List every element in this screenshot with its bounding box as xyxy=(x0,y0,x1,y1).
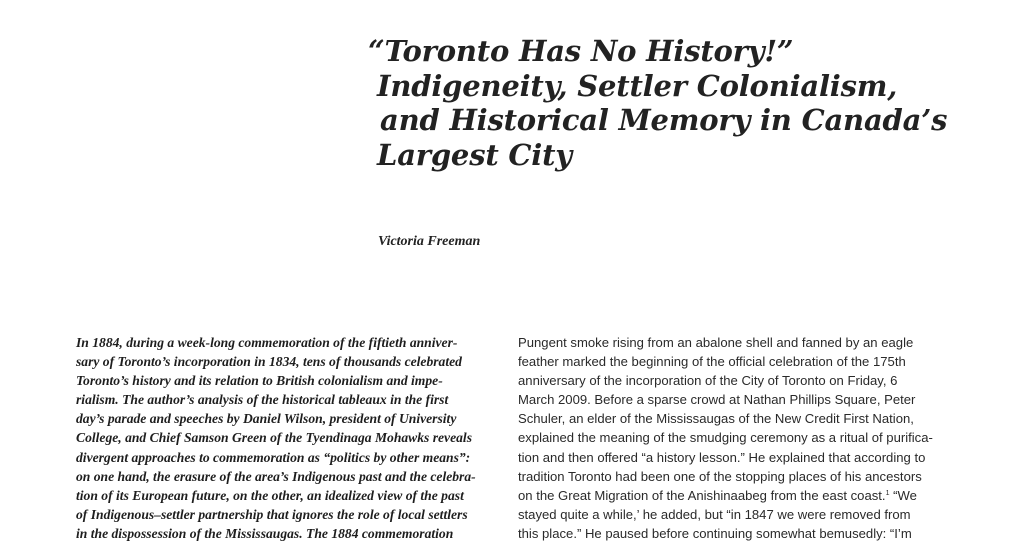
body-line: Pungent smoke rising from an abalone shell and fanned by an eagle xyxy=(518,335,914,350)
body-line: feather marked the beginning of the official celebration of the 175th xyxy=(518,354,906,370)
body-line: stayed quite a while,’ he added, but “in 1847 we were removed from xyxy=(518,506,911,522)
footnote-marker[interactable]: 1 xyxy=(885,489,890,497)
body-line: tradition Toronto had been one of the stopping places of his ancestors xyxy=(518,468,922,484)
abstract-line: tion of its European future, on the other, an idealized view of the past xyxy=(76,487,464,503)
article-title xyxy=(368,34,988,172)
abstract-line: in the dispossession of the Mississaugas. The 1884 commemoration xyxy=(76,525,454,541)
body-line-tail: “We xyxy=(889,487,917,503)
abstract xyxy=(76,333,496,543)
abstract-line: day’s parade and speeches by Daniel Wilson, president of University xyxy=(76,411,457,427)
author-name: Victoria Freeman xyxy=(378,234,481,249)
abstract-line: divergent approaches to commemoration as “politics by other means”: xyxy=(76,449,471,465)
abstract-line: of Indigenous–settler partnership that ignores the role of local settlers xyxy=(76,506,468,522)
body-line: anniversary of the incorporation of the City of Toronto on Friday, 6 xyxy=(518,373,898,389)
body-line-text: on the Great Migration of the Anishinaabeg from the east coast. xyxy=(518,487,886,503)
body-text xyxy=(518,333,938,543)
body-line: March 2009. Before a sparse crowd at Nathan Phillips Square, Peter xyxy=(518,392,916,408)
abstract-line: on one hand, the erasure of the area’s Indigenous past and the celebra- xyxy=(76,468,476,484)
title-line: and Historical Memory in Canada’s xyxy=(380,103,948,137)
title-line: Indigeneity, Settler Colonialism, xyxy=(377,68,898,103)
body-line: this place.” He paused before continuing somewhat bemusedly: “I’m xyxy=(518,525,912,541)
title-line: “Toronto Has No History!” xyxy=(368,34,794,68)
body-line: tion and then offered “a history lesson.” He explained that according to xyxy=(518,449,926,465)
body-line xyxy=(518,486,938,505)
abstract-line: sary of Toronto’s incorporation in 1834, tens of thousands celebrated xyxy=(76,354,462,370)
abstract-line: rialism. The author’s analysis of the historical tableaux in the first xyxy=(76,392,449,408)
body-line: Schuler, an elder of the Mississaugas of the New Credit First Nation, xyxy=(518,411,914,427)
title-line: Largest City xyxy=(377,137,572,172)
abstract-line: College, and Chief Samson Green of the Tyendinaga Mohawks reveals xyxy=(76,430,472,446)
abstract-line: Toronto’s history and its relation to British colonialism and impe- xyxy=(76,373,443,389)
abstract-line: In 1884, during a week-long commemoration of the fiftieth anniver- xyxy=(76,335,458,350)
body-line: explained the meaning of the smudging ceremony as a ritual of purifica- xyxy=(518,430,933,446)
